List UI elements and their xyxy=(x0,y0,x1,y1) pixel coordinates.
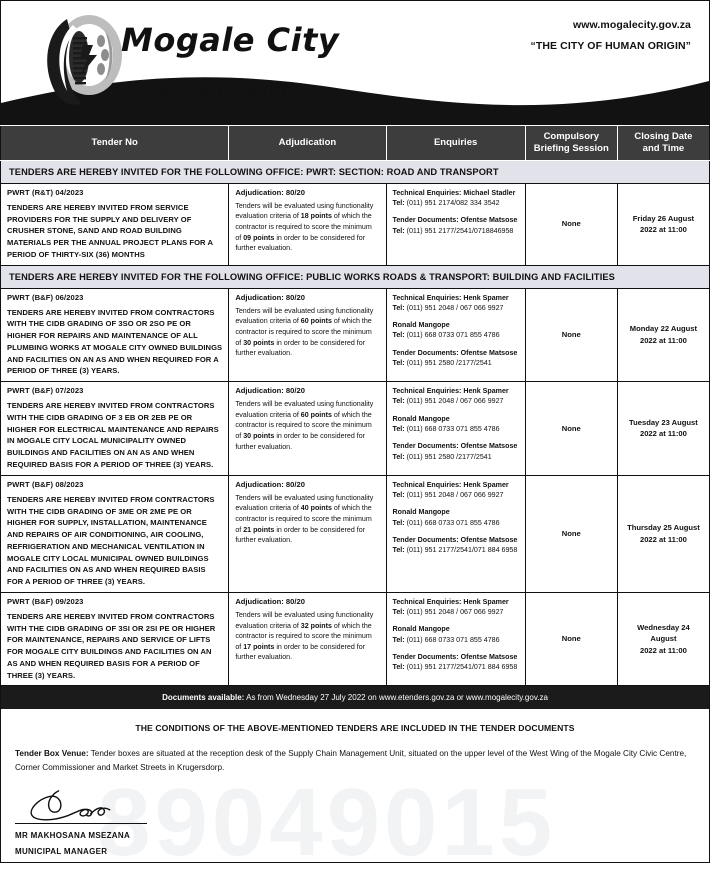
contact-name: Technical Enquiries: Henk Spamer xyxy=(392,387,509,396)
website-url: www.mogalecity.gov.za xyxy=(572,19,691,31)
adjudication-ratio: Adjudication: 80/20 xyxy=(235,187,305,197)
contact-telephone xyxy=(393,424,519,434)
criteria-minimum-points: 17 points xyxy=(243,642,275,651)
contact-telephone xyxy=(393,330,519,340)
contact-name: Technical Enquiries: Henk Spamer xyxy=(392,293,509,302)
contact-name: Technical Enquiries: Henk Spamer xyxy=(392,597,509,606)
tender-box-venue-label: Tender Box Venue: xyxy=(15,749,89,759)
contact-name: Technical Enquiries: Henk Spamer xyxy=(392,480,509,489)
contact-telephone xyxy=(393,198,519,208)
header-line-1: Closing Date xyxy=(634,131,693,142)
enquiry-contact xyxy=(393,441,519,462)
contact-telephone xyxy=(393,545,519,555)
criteria-suffix: in order to be considered for further evaluation. xyxy=(235,338,366,358)
documents-available-text: As from Wednesday 27 July 2022 on www.etenders.gov.za or www.mogalecity.gov.za xyxy=(244,693,548,703)
tel-label: Tel: xyxy=(392,199,405,208)
section-title: TENDERS ARE HEREBY INVITED FOR THE FOLLOWING OFFICE: PWRT: SECTION: ROAD AND TRANSPORT xyxy=(1,160,710,183)
tender-number: PWRT (B&F) 09/2023 xyxy=(7,596,84,606)
closing-time: 2022 at 11:00 xyxy=(639,645,687,655)
tel-number: (011) 951 2580 /2177/2541 xyxy=(404,358,492,367)
briefing-session-cell: None xyxy=(525,475,617,592)
tel-label: Tel: xyxy=(392,663,405,672)
adjudication-criteria xyxy=(235,201,379,254)
briefing-session-cell: None xyxy=(525,382,617,476)
tender-number: PWRT (B&F) 08/2023 xyxy=(7,479,84,489)
tel-number: (011) 668 0733 071 855 4786 xyxy=(404,635,500,644)
handwritten-signature-icon xyxy=(15,789,157,825)
header-line-2: Briefing Session xyxy=(533,142,609,154)
criteria-minimum-points: 21 points xyxy=(243,525,275,534)
contact-name: Tender Documents: Ofentse Matsose xyxy=(392,653,518,662)
adjudication-criteria xyxy=(235,399,379,452)
tel-label: Tel: xyxy=(392,226,405,235)
enquiry-contact xyxy=(393,215,519,236)
adjudication-ratio: Adjudication: 80/20 xyxy=(235,386,305,396)
criteria-suffix: in order to be considered for further evaluation. xyxy=(235,432,366,451)
enquiries-cell xyxy=(386,183,525,265)
tel-label: Tel: xyxy=(392,635,405,644)
tel-number: (011) 668 0733 071 855 4786 xyxy=(404,331,500,340)
document-footer xyxy=(0,709,710,876)
criteria-middle: of which the contractor is required to score the minimum of xyxy=(235,621,372,651)
tender-no-cell xyxy=(1,382,229,476)
closing-date: Thursday 25 August xyxy=(627,523,700,533)
column-header-enquiries: Enquiries xyxy=(386,126,525,161)
tender-description: TENDERS ARE HEREBY INVITED FROM CONTRACTORS WITH THE CIDB GRADING OF 3 EB OR 2EB PE OR HIGHER FOR ELECTRICAL MAINTENANCE AND REPAIRS IN MOGALE CITY LOCAL MUNICIPALITY OWNED BUILDINGS AND FACILITIES ON AN AS AND WHEN REQUIRED BASIS FOR A PERIOD OF THREE (3) YEARS. xyxy=(7,401,219,469)
tender-number: PWRT (B&F) 07/2023 xyxy=(7,386,84,396)
header-contact-block xyxy=(531,19,692,52)
closing-date: Wednesday 24 August xyxy=(637,623,690,644)
contact-telephone xyxy=(393,518,519,528)
column-header-compulsory-briefing-session xyxy=(525,126,617,161)
tel-number: (011) 668 0733 071 855 4786 xyxy=(404,518,500,527)
enquiry-contact xyxy=(393,293,519,314)
tender-description: TENDERS ARE HEREBY INVITED FROM CONTRACTORS WITH THE CIDB GRADING OF 3SO OR 2SO PE OR HIGHER FOR REPAIRS AND MAINTENANCE OF ALL PLUMBING WORKS AT MOGALE CITY OWNED BUILDINGS AND FACILITIES ON AN AS AND WHEN REQUIRED FOR A PERIOD OF THREE (3) YEARS. xyxy=(7,307,223,376)
tel-label: Tel: xyxy=(392,331,405,340)
tel-number: (011) 951 2048 / 067 066 9927 xyxy=(404,303,504,312)
contact-telephone xyxy=(393,452,519,462)
contact-telephone xyxy=(393,358,519,368)
enquiry-contact xyxy=(393,507,519,528)
closing-time: 2022 at 11:00 xyxy=(639,534,687,544)
tender-row xyxy=(1,382,710,476)
enquiry-contact xyxy=(393,597,519,618)
criteria-prefix: Tenders will be evaluated using functionality evaluation criteria of xyxy=(235,493,374,513)
criteria-points: 60 points xyxy=(300,410,332,419)
enquiry-contact xyxy=(393,188,519,209)
tender-no-cell xyxy=(1,183,229,265)
signature-block xyxy=(15,789,165,856)
adjudication-ratio: Adjudication: 80/20 xyxy=(235,479,305,489)
contact-telephone xyxy=(393,662,519,672)
enquiry-contact xyxy=(393,386,519,407)
tender-box-venue xyxy=(15,747,695,774)
contact-telephone xyxy=(393,635,519,645)
tel-label: Tel: xyxy=(392,425,405,434)
enquiry-contact xyxy=(393,624,519,645)
criteria-points: 18 points xyxy=(300,212,332,221)
tel-label: Tel: xyxy=(392,303,405,312)
criteria-points: 32 points xyxy=(300,621,332,630)
tel-number: (011) 951 2177/2541/071 884 6958 xyxy=(404,663,518,672)
header-line-2: and Time xyxy=(642,142,685,154)
contact-telephone xyxy=(393,226,519,236)
tender-row xyxy=(1,592,710,686)
contact-name: Tender Documents: Ofentse Matsose xyxy=(392,216,518,225)
enquiries-cell xyxy=(386,592,525,686)
criteria-prefix: Tenders will be evaluated using functionality evaluation criteria of xyxy=(235,201,374,221)
criteria-minimum-points: 30 points xyxy=(243,338,275,347)
tel-number: (011) 951 2177/2541/071 884 6958 xyxy=(404,546,518,555)
tender-number: PWRT (R&T) 04/2023 xyxy=(7,187,84,197)
adjudication-cell xyxy=(229,382,386,476)
tel-number: (011) 951 2177/2541/0718846958 xyxy=(404,226,514,235)
criteria-suffix: in order to be considered for further evaluation. xyxy=(235,642,366,662)
criteria-points: 40 points xyxy=(300,504,332,513)
brand-name: Mogale City xyxy=(121,21,340,59)
signer-name: MR MAKHOSANA MSEZANA xyxy=(15,830,131,840)
adjudication-criteria xyxy=(235,493,379,546)
adjudication-ratio: Adjudication: 80/20 xyxy=(235,292,305,302)
contact-name: Technical Enquiries: Michael Stadler xyxy=(392,188,516,197)
closing-time: 2022 at 11:00 xyxy=(639,429,687,439)
column-header-tender-no: Tender No xyxy=(1,126,229,161)
tel-label: Tel: xyxy=(392,546,405,555)
enquiries-cell xyxy=(386,288,525,382)
contact-name: Ronald Mangope xyxy=(392,321,450,330)
enquiry-contact xyxy=(393,480,519,501)
section-header-row xyxy=(1,160,710,183)
enquiry-contact xyxy=(393,348,519,369)
criteria-suffix: in order to be considered for further evaluation. xyxy=(235,525,366,545)
closing-date-cell xyxy=(617,592,709,686)
closing-date-cell xyxy=(617,288,709,382)
background-watermark: 89049015 xyxy=(97,768,557,876)
briefing-session-cell: None xyxy=(525,288,617,382)
enquiry-contact xyxy=(393,652,519,673)
enquiries-cell xyxy=(386,382,525,476)
closing-date-cell xyxy=(617,183,709,265)
enquiry-contact xyxy=(393,414,519,435)
section-header-row xyxy=(1,265,710,288)
document-header xyxy=(0,0,710,125)
briefing-session-cell: None xyxy=(525,592,617,686)
tender-row xyxy=(1,183,710,265)
tender-description: TENDERS ARE HEREBY INVITED FROM SERVICE PROVIDERS FOR THE SUPPLY AND DELIVERY OF CRUSHER STONE, SAND AND ROAD BUILDING MATERIALS PER THE ANNUAL PROJECT PLANS FOR A PERIOD OF THIRTY-SIX (36) MONTHS xyxy=(7,202,213,259)
criteria-suffix: in order to be considered for further evaluation. xyxy=(235,233,366,253)
tel-number: (011) 951 2048 / 067 066 9927 xyxy=(404,491,504,500)
tender-row xyxy=(1,475,710,592)
contact-telephone xyxy=(393,396,519,406)
closing-date: Friday 26 August xyxy=(632,213,695,223)
tender-no-cell xyxy=(1,288,229,382)
documents-available-label: Documents available: xyxy=(162,693,245,703)
criteria-prefix: Tenders will be evaluated using functionality evaluation criteria of xyxy=(235,610,374,630)
closing-date-cell xyxy=(617,475,709,592)
tel-label: Tel: xyxy=(392,452,405,461)
header-line-1: Compulsory xyxy=(543,131,599,142)
table-header-row xyxy=(1,126,710,161)
tender-no-cell xyxy=(1,592,229,686)
criteria-middle: of which the contractor is required to score the minimum of xyxy=(235,317,372,347)
briefing-session-cell: None xyxy=(525,183,617,265)
tel-label: Tel: xyxy=(392,608,405,617)
tel-number: (011) 951 2174/082 334 3542 xyxy=(404,199,500,208)
brand-subtitle: Local Municipality xyxy=(126,81,300,101)
signature-line xyxy=(15,823,147,824)
criteria-minimum-points: 09 points xyxy=(243,233,275,242)
tel-label: Tel: xyxy=(392,358,405,367)
tender-box-venue-text: Tender boxes are situated at the reception desk of the Supply Chain Management Unit, situated on the upper level of the West Wing of the Mogale City Civic Centre, Corner Commissioner and Market Streets in Krugersdorp. xyxy=(15,749,687,773)
tender-description: TENDERS ARE HEREBY INVITED FROM CONTRACTORS WITH THE CIDB GRADING OF 3ME OR 2ME PE OR HIGHER FOR SUPPLY, INSTALLATION, MAINTENANCE AND REPAIRS OF AIR CONDITIONING, AIR COOLING, REFRIGERATION AND MECHANICAL VENTILATION IN MOGALE CITY LOCAL MUNICIPAL OWNED BUILDINGS AND FACILITIES ON AS AND WHEN REQUIRED BASIS FOR A PERIOD OF THREE (3) YEARS. xyxy=(7,494,215,587)
column-header-closing-date-and-time xyxy=(617,126,709,161)
adjudication-cell xyxy=(229,592,386,686)
documents-available-bar xyxy=(0,686,710,709)
city-slogan: “THE CITY OF HUMAN ORIGIN” xyxy=(530,40,691,52)
tenders-table xyxy=(0,125,710,686)
criteria-middle: of which the contractor is required to score the minimum of xyxy=(235,504,372,534)
enquiry-contact xyxy=(393,535,519,556)
criteria-minimum-points: 30 points xyxy=(243,432,275,441)
tender-number: PWRT (B&F) 06/2023 xyxy=(7,292,84,302)
conditions-title: THE CONDITIONS OF THE ABOVE-MENTIONED TENDERS ARE INCLUDED IN THE TENDER DOCUMENTS xyxy=(135,723,575,734)
adjudication-criteria xyxy=(235,306,379,359)
contact-name: Ronald Mangope xyxy=(392,625,450,634)
contact-name: Tender Documents: Ofentse Matsose xyxy=(392,442,518,451)
closing-date: Monday 22 August xyxy=(629,324,698,334)
contact-name: Ronald Mangope xyxy=(392,508,450,517)
contact-telephone xyxy=(393,303,519,313)
tel-number: (011) 951 2048 / 067 066 9927 xyxy=(404,397,504,406)
criteria-points: 60 points xyxy=(300,317,332,326)
signer-role: MUNICIPAL MANAGER xyxy=(15,846,108,856)
tel-number: (011) 668 0733 071 855 4786 xyxy=(404,425,500,434)
column-header-adjudication: Adjudication xyxy=(229,126,386,161)
tel-label: Tel: xyxy=(392,397,405,406)
tender-description: TENDERS ARE HEREBY INVITED FROM CONTRACTORS WITH THE CIDB GRADING OF 3SI OR 2SI PE OR HIGHER FOR MAINTENANCE, REPAIRS AND SERVICE OF LIFTS FOR MOGALE CITY BUILDINGS AND FACILITIES ON AN AS AND WHEN REQUIRED BASIS FOR A PERIOD OF THREE (3) YEARS. xyxy=(7,611,216,680)
closing-time: 2022 at 11:00 xyxy=(639,225,687,235)
criteria-middle: of which the contractor is required to score the minimum of xyxy=(235,212,372,242)
adjudication-cell xyxy=(229,183,386,265)
adjudication-cell xyxy=(229,288,386,382)
adjudication-criteria xyxy=(235,610,379,663)
enquiries-cell xyxy=(386,475,525,592)
contact-name: Ronald Mangope xyxy=(392,414,450,423)
adjudication-ratio: Adjudication: 80/20 xyxy=(235,596,305,606)
closing-date: Tuesday 23 August xyxy=(629,418,698,428)
tel-number: (011) 951 2048 / 067 066 9927 xyxy=(404,608,504,617)
contact-telephone xyxy=(393,490,519,500)
enquiry-contact xyxy=(393,320,519,341)
tel-number: (011) 951 2580 /2177/2541 xyxy=(404,452,492,461)
adjudication-cell xyxy=(229,475,386,592)
criteria-prefix: Tenders will be evaluated using functionality evaluation criteria of xyxy=(235,306,374,326)
criteria-prefix: Tenders will be evaluated using functionality evaluation criteria of xyxy=(235,400,374,419)
closing-time: 2022 at 11:00 xyxy=(639,335,687,345)
tel-label: Tel: xyxy=(392,491,405,500)
tel-label: Tel: xyxy=(392,518,405,527)
contact-name: Tender Documents: Ofentse Matsose xyxy=(392,348,518,357)
tender-row xyxy=(1,288,710,382)
section-title: TENDERS ARE HEREBY INVITED FOR THE FOLLOWING OFFICE: PUBLIC WORKS ROADS & TRANSPORT: BUILDING AND FACILITIES xyxy=(1,265,710,288)
contact-name: Tender Documents: Ofentse Matsose xyxy=(392,535,518,544)
contact-telephone xyxy=(393,607,519,617)
criteria-middle: of which the contractor is required to score the minimum of xyxy=(235,410,372,441)
tender-no-cell xyxy=(1,475,229,592)
closing-date-cell xyxy=(617,382,709,476)
